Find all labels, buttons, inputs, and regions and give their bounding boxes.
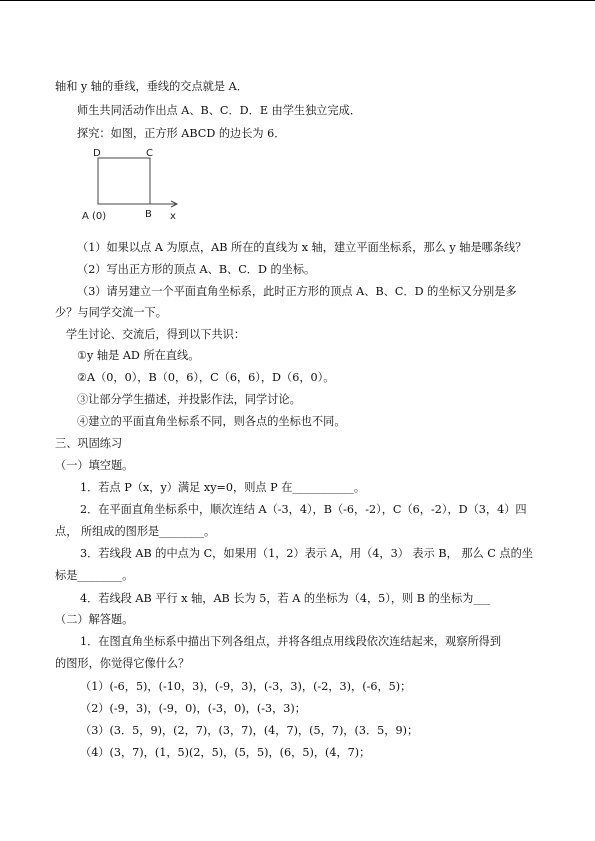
- text-line: 2．在平面直角坐标系中，顺次连结 A（-3，4），B（-6，-2），C（6，-2），D（3，4）四: [80, 503, 527, 516]
- text-line: 1．在图直角坐标系中描出下列各组点，并将各组点用线段依次连结起来，观察所得到: [80, 635, 502, 648]
- axis-label-x: x: [170, 211, 176, 222]
- subsection-heading: （一）填空题。: [55, 459, 134, 472]
- text-line: ④建立的平面直角坐标系不同，则各点的坐标也不同。: [77, 415, 346, 428]
- subsection-heading: （二）解答题。: [55, 613, 134, 626]
- text-line: （3）请另建立一个平面直角坐标系，此时正方形的顶点 A、B、C．D 的坐标又分别是多: [77, 285, 517, 298]
- text-line: ③让部分学生描述，并投影作法，同学讨论。: [77, 393, 301, 406]
- section-heading: 三、巩固练习: [55, 437, 123, 450]
- text-line: 少？与同学交流一下。: [55, 306, 167, 319]
- text-line: （1）(-6，5)，(-10，3)，(-9，3)，(-3，3)，(-2，3)，(-6，5)；: [80, 680, 412, 693]
- text-line: （2）(-9，3)，(-9，0)，(-3，0)，(-3，3)；: [80, 702, 306, 715]
- page-top-rule: [0, 0, 595, 1]
- text-line: （4）(3，7)，(1，5)(2，5)，(5，5)，(6，5)，(4，7)；: [80, 746, 371, 759]
- text-line: 探究：如图，正方形 ABCD 的边长为 6．: [77, 127, 286, 140]
- text-line: 4．若线段 AB 平行 x 轴，AB 长为 5，若 A 的坐标为（4，5），则 B 的坐标为___: [80, 592, 491, 605]
- text-line: （1）如果以点 A 为原点，AB 所在的直线为 x 轴，建立平面坐标系，那么 y 轴是哪条线？: [77, 241, 527, 254]
- vertex-label-c: C: [146, 148, 153, 159]
- text-line: （3）(3．5，9)，(2，7)，(3，7)，(4，7)，(5，7)，(3．5，9)；: [80, 724, 419, 737]
- text-line: 3．若线段 AB 的中点为 C，如果用（1，2）表示 A，用（4，3） 表示 B， 那么 C 点的坐: [80, 547, 533, 560]
- text-line: 轴和 y 轴的垂线，垂线的交点就是 A．: [55, 80, 248, 93]
- vertex-label-d: D: [93, 148, 101, 159]
- text-line: （2）写出正方形的顶点 A、B、C．D 的坐标。: [77, 263, 316, 276]
- text-line: 1．若点 P（x，y）满足 xy=0，则点 P 在___________。: [80, 481, 366, 494]
- square-abcd: [98, 158, 150, 204]
- text-line: 的图形，你觉得它像什么？: [55, 657, 190, 670]
- square-figure: [80, 146, 190, 222]
- text-line: ①y 轴是 AD 所在直线。: [77, 349, 200, 362]
- vertex-label-a: A (0): [82, 211, 107, 222]
- text-line: 学生讨论、交流后，得到以下共识：: [66, 328, 246, 341]
- text-line: ②A（0，0），B（0，6），C（6，6），D（6，0）。: [77, 371, 335, 384]
- text-line: 点， 所组成的图形是________。: [55, 525, 216, 538]
- text-line: 师生共同活动作出点 A、B、C．D．E 由学生独立完成．: [77, 104, 362, 117]
- vertex-label-b: B: [145, 209, 152, 220]
- text-line: 标是________。: [55, 569, 134, 582]
